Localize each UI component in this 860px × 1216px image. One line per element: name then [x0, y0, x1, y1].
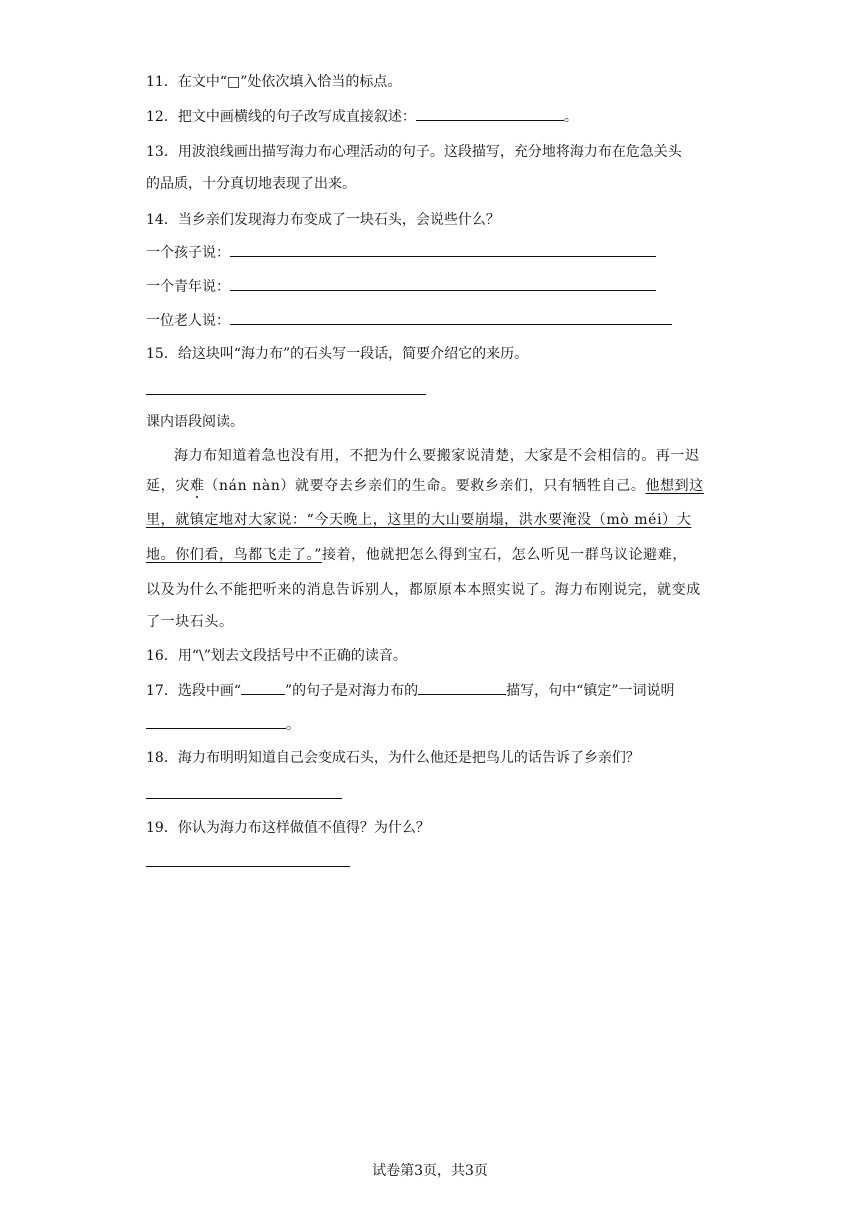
- answer-blank-elder[interactable]: [230, 310, 672, 325]
- passage-line-6: 了一块石头。: [146, 614, 234, 630]
- question-14: 14．当乡亲们发现海力布变成了一块石头，会说些什么？: [146, 212, 500, 228]
- question-11: 11．在文中“□”处依次填入恰当的标点。: [146, 74, 402, 90]
- question-12-text: 12．把文中画横线的句子改写成直接叙述：: [146, 109, 416, 125]
- question-17-mid: ”的句子是对海力布的: [284, 683, 419, 699]
- question-15: 15．给这块叫“海力布”的石头写一段话，简要介绍它的来历。: [146, 346, 529, 362]
- section-heading: 课内语段阅读。: [146, 414, 244, 430]
- passage-line-5: 以及为什么不能把听来的消息告诉别人，都原原本本照实说了。海力布刚说完，就变成: [146, 582, 701, 598]
- answer-blank-child[interactable]: [230, 242, 656, 257]
- question-18: 18．海力布明明知道自己会变成石头，为什么他还是把鸟儿的话告诉了乡亲们？: [146, 750, 640, 766]
- question-17-end: 。: [286, 717, 300, 733]
- question-19: 19．你认为海力布这样做值不值得？为什么？: [146, 820, 430, 836]
- passage-line-2: [146, 476, 704, 496]
- question-13-line1: 13．用波浪线画出描写海力布心理活动的句子。这段描写，充分地将海力布在危急关头: [146, 144, 682, 160]
- answer-line-youth: [146, 276, 656, 297]
- answer-blank-youth[interactable]: [230, 276, 656, 291]
- youth-label: 一个青年说：: [146, 279, 230, 295]
- question-12: [146, 106, 578, 127]
- passage-4b: 接着，他就把怎么得到宝石，怎么听见一群鸟议论避难，: [321, 547, 687, 563]
- question-16: 16．用“\”划去文段括号中不正确的读音。: [146, 648, 407, 664]
- answer-blank-12[interactable]: [416, 106, 564, 121]
- page-footer: 试卷第3页，共3页: [372, 1163, 488, 1179]
- answer-blank-17a[interactable]: [241, 680, 285, 695]
- question-17: [146, 680, 674, 701]
- answer-line-19[interactable]: [146, 866, 350, 867]
- child-label: 一个孩子说：: [146, 245, 230, 261]
- dotted-char: 难: [189, 478, 205, 494]
- passage-2a: 延，灾: [146, 478, 190, 494]
- question-17-post: 描写，句中“镇定”一词说明: [506, 683, 675, 699]
- passage-line-4: [146, 545, 687, 565]
- underlined-sentence-mid: 里，就镇定地对大家说：“今天晚上，这里的大山要崩塌，洪水要淹没（mò méi）大: [146, 512, 692, 528]
- answer-blank-17c[interactable]: [146, 714, 286, 729]
- answer-line-18[interactable]: [146, 798, 342, 799]
- elder-label: 一位老人说：: [146, 313, 230, 329]
- passage-line-3: [146, 510, 691, 530]
- answer-line-15[interactable]: [146, 394, 426, 395]
- question-12-end: 。: [563, 109, 578, 125]
- underlined-sentence-start: 他想到这: [645, 478, 704, 494]
- question-13-line2: 的品质，十分真切地表现了出来。: [146, 176, 356, 192]
- passage-2b: （nán nàn）就要夺去乡亲们的生命。要救乡亲们，只有牺牲自己。: [204, 478, 646, 494]
- question-17-line2: [146, 714, 300, 735]
- answer-line-elder: [146, 310, 672, 331]
- answer-line-child: [146, 242, 656, 263]
- answer-blank-17b[interactable]: [418, 680, 506, 695]
- passage-line-1: 海力布知道着急也没有用，不把为什么要搬家说清楚，大家是不会相信的。再一迟: [174, 448, 700, 464]
- underlined-sentence-end: 地。你们看，鸟都飞走了。”: [146, 547, 322, 563]
- question-17-pre: 17．选段中画“: [146, 683, 241, 699]
